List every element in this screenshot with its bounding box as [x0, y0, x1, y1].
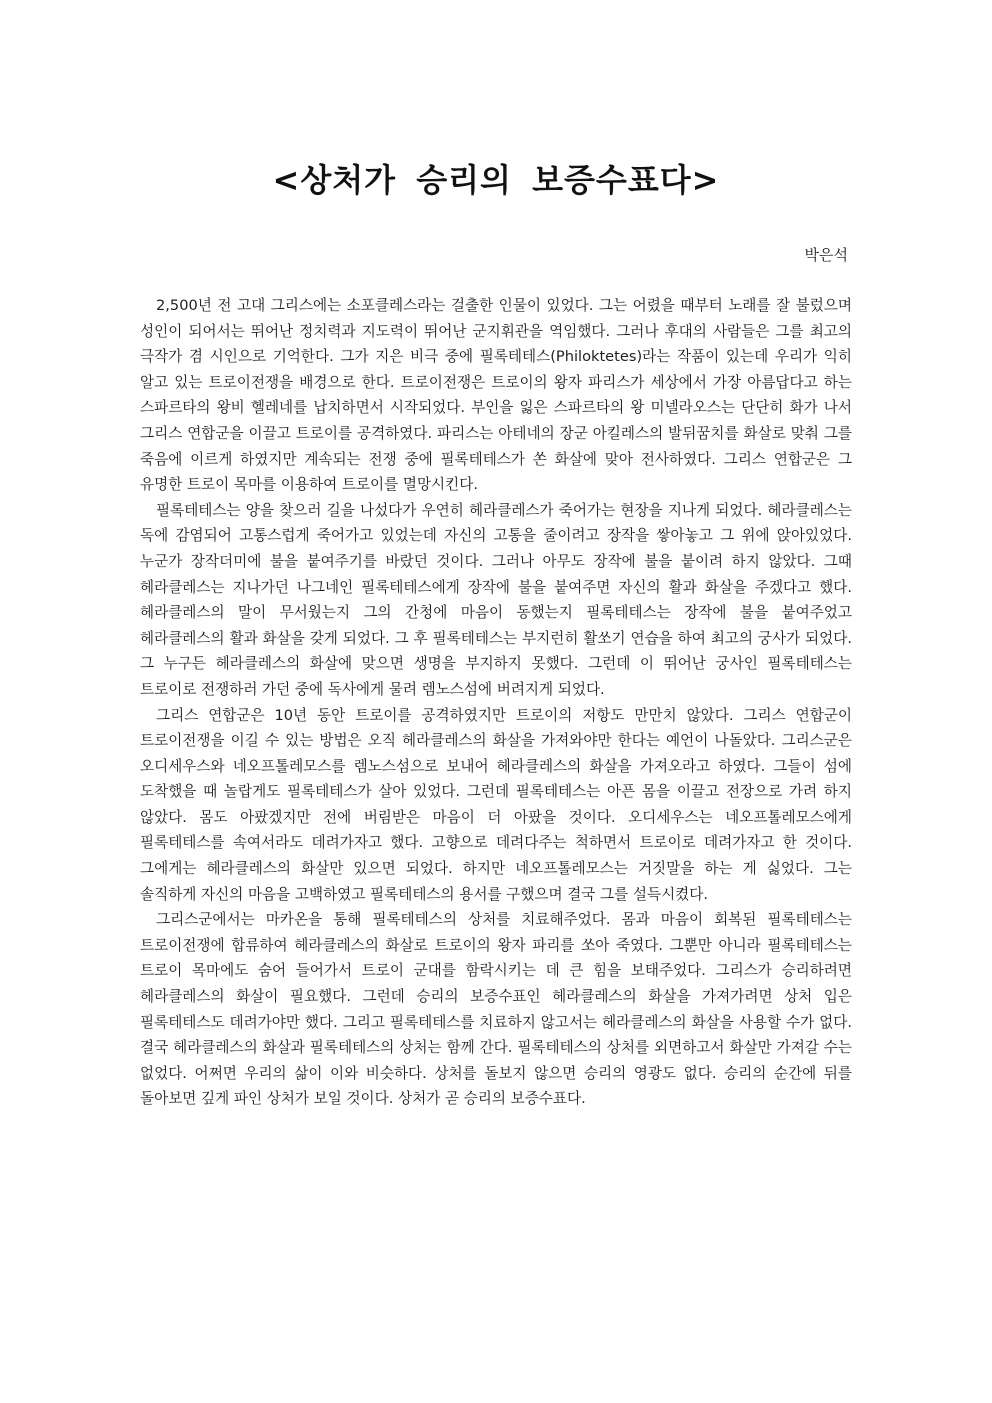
- paragraph: 그리스 연합군은 10년 동안 트로이를 공격하였지만 트로이의 저항도 만만치 않았다. 그리스 연합군이 트로이전쟁을 이길 수 있는 방법은 오직 헤라클레스의 화살을 가져와야만 한다는 예언이 나돌았다. 그리스군은 오디세우스와 네오프톨레모스를 렘노스섬으로 보내어 헤라클레스의 화살을 가져오라고 하였다. 그들이 섬에 도착했을 때 놀랍게도 필록테테스가 살아 있었다. 그런데 필록테테스는 아픈 몸을 이끌고 전장으로 가려 하지 않았다. 몸도 아팠겠지만 전에 버림받은 마음이 더 아팠을 것이다. 오디세우스는 네오프톨레모스에게 필록테테스를 속여서라도 데려가자고 했다. 고향으로 데려다주는 척하면서 트로이로 데려가자고 한 것이다. 그에게는 헤라클레스의 화살만 있으면 되었다. 하지만 네오프톨레모스는 거짓말을 하는 게 싫었다. 그는 솔직하게 자신의 마음을 고백하였고 필록테테스의 용서를 구했으며 결국 그를 설득시켰다.: [140, 706, 852, 903]
- paragraph: 필록테테스는 양을 찾으러 길을 나섰다가 우연히 헤라클레스가 죽어가는 현장을 지나게 되었다. 헤라클레스는 독에 감염되어 고통스럽게 죽어가고 있었는데 자신의 고통을 줄이려고 장작을 쌓아놓고 그 위에 앉아있었다. 누군가 장작더미에 불을 붙여주기를 바랐던 것이다. 그러나 아무도 장작에 불을 붙이려 하지 않았다. 그때 헤라클레스는 지나가던 나그네인 필록테테스에게 장작에 불을 붙여주면 자신의 활과 화살을 주겠다고 했다. 헤라클레스의 말이 무서웠는지 그의 간청에 마음이 동했는지 필록테테스는 장작에 불을 붙여주었고 헤라클레스의 활과 화살을 갖게 되었다. 그 후 필록테테스는 부지런히 활쏘기 연습을 하여 최고의 궁사가 되었다. 그 누구든 헤라클레스의 화살에 맞으면 생명을 부지하지 못했다. 그런데 이 뛰어난 궁사인 필록테테스는 트로이로 전쟁하러 가던 중에 독사에게 물려 렘노스섬에 버려지게 되었다.: [140, 501, 852, 698]
- document-title: <상처가 승리의 보증수표다>: [272, 161, 720, 199]
- author-name: 박은석: [804, 246, 848, 264]
- paragraph: 2,500년 전 고대 그리스에는 소포클레스라는 걸출한 인물이 있었다. 그는 어렸을 때부터 노래를 잘 불렀으며 성인이 되어서는 뛰어난 정치력과 지도력이 뛰어난 군지휘관을 역임했다. 그러나 후대의 사람들은 그를 최고의 극작가 겸 시인으로 기억한다. 그가 지은 비극 중에 필록테테스(Philoktetes)라는 작품이 있는데 우리가 익히 알고 있는 트로이전쟁을 배경으로 한다. 트로이전쟁은 트로이의 왕자 파리스가 세상에서 가장 아름답다고 하는 스파르타의 왕비 헬레네를 납치하면서 시작되었다. 부인을 잃은 스파르타의 왕 미넬라오스는 단단히 화가 나서 그리스 연합군을 이끌고 트로이를 공격하였다. 파리스는 아테네의 장군 아킬레스의 발뒤꿈치를 화살로 맞춰 그를 죽음에 이르게 하였지만 계속되는 전쟁 중에 필록테테스가 쏜 화살에 맞아 전사하였다. 그리스 연합군은 그 유명한 트로이 목마를 이용하여 트로이를 멸망시킨다.: [140, 297, 852, 494]
- paragraph: 그리스군에서는 마카온을 통해 필록테테스의 상처를 치료해주었다. 몸과 마음이 회복된 필록테테스는 트로이전쟁에 합류하여 헤라클레스의 화살로 트로이의 왕자 파리를 쏘아 죽였다. 그뿐만 아니라 필록테테스는 트로이 목마에도 숨어 들어가서 트로이 군대를 함락시키는 데 큰 힘을 보태주었다. 그리스가 승리하려면 헤라클레스의 화살이 필요했다. 그런데 승리의 보증수표인 헤라클레스의 화살을 가져가려면 상처 입은 필록테테스도 데려가야만 했다. 그리고 필록테테스를 치료하지 않고서는 헤라클레스의 화살을 사용할 수가 없다. 결국 헤라클레스의 화살과 필록테테스의 상처는 함께 간다. 필록테테스의 상처를 외면하고서 화살만 가져갈 수는 없었다. 어쩌면 우리의 삶이 이와 비슷하다. 상처를 돌보지 않으면 승리의 영광도 없다. 승리의 순간에 뒤를 돌아보면 깊게 파인 상처가 보일 것이다. 상처가 곧 승리의 보증수표다.: [140, 911, 852, 1108]
- document-body: [140, 293, 852, 1112]
